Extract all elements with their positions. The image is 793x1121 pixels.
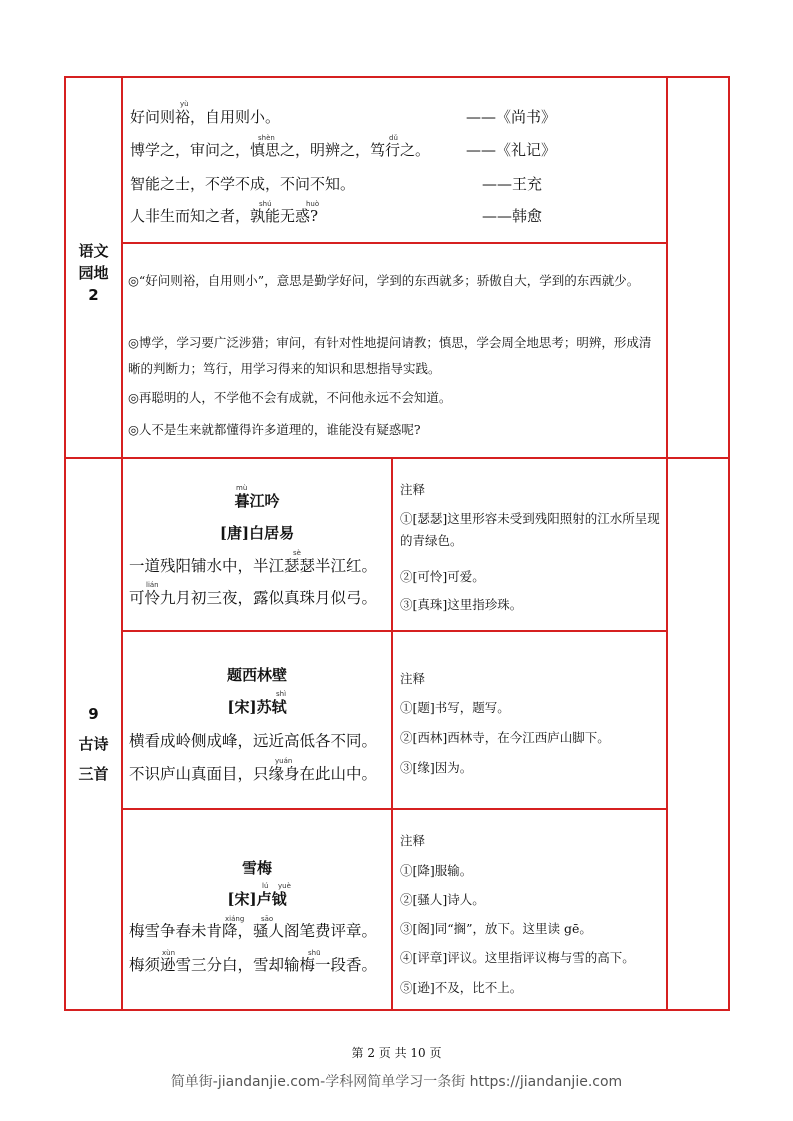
- poem-1-notes-heading: 注释: [400, 482, 426, 497]
- pinyin-se: sè: [293, 549, 301, 557]
- pinyin-mu: mù: [236, 484, 248, 492]
- pinyin-yue: yuè: [278, 882, 291, 890]
- poem-2-note-1: ①[题]书写，题写。: [400, 700, 510, 715]
- poem-3-notes-heading: 注释: [400, 833, 426, 848]
- explanation-2: ◎博学，学习要广泛涉猎；审问，有针对性地提问请教；慎思，学会周全地思考；明辨，形成清晰的判断力；笃行，用学习得来的知识和思想指导实践。: [128, 335, 652, 376]
- quote-1: 好问则裕，自用则小。: [130, 108, 281, 126]
- poem-3-line-2: 梅须逊雪三分白，雪却输梅一段香。: [129, 956, 378, 974]
- poem-2-line-1: 横看成岭侧成峰，远近高低各不同。: [129, 732, 378, 750]
- quote-source-1: ——《尚书》: [466, 108, 557, 126]
- poem-1-note-3: ③[真珠]这里指珍珠。: [400, 597, 523, 612]
- pinyin-xun: xùn: [162, 949, 176, 957]
- pinyin-sao: sāo: [261, 915, 274, 923]
- pinyin-yuan: yuán: [275, 757, 293, 765]
- pinyin-shu: shú: [259, 200, 272, 208]
- poem-2-notes-heading: 注释: [400, 671, 426, 686]
- unit-label-yuwen: 语文 园地 2: [78, 242, 109, 304]
- quote-source-4: ——韩愈: [482, 207, 543, 225]
- notes-divider: [391, 457, 393, 1011]
- quote-2: 博学之，审问之，慎思之，明辨之，笃行之。: [130, 141, 431, 159]
- explanation-4: ◎人不是生来就都懂得许多道理的，谁能没有疑惑呢?: [128, 422, 421, 437]
- pinyin-shen: shèn: [258, 134, 275, 142]
- pinyin-lian: lián: [146, 581, 159, 589]
- quote-source-2: ——《礼记》: [466, 141, 557, 159]
- poem-3-note-2: ②[骚人]诗人。: [400, 892, 485, 907]
- quote-3: 智能之士，不学不成，不问不知。: [130, 175, 356, 193]
- poem-3-note-3: ③[阁]同“搁”，放下。这里读 gē。: [400, 921, 592, 936]
- quote-source-3: ——王充: [482, 175, 543, 193]
- poem-1-note-2: ②[可怜]可爱。: [400, 569, 485, 584]
- pinyin-yu: yù: [180, 100, 189, 108]
- pinyin-xiang: xiáng: [225, 915, 245, 923]
- poem-2-note-3: ③[缘]因为。: [400, 760, 473, 775]
- poem-author-1: [唐]白居易: [219, 524, 295, 542]
- pinyin-shu-2: shū: [308, 949, 321, 957]
- watermark: 简单街-jiandanjie.com-学科网简单学习一条街 https://jiandanjie.com: [170, 1074, 623, 1090]
- page-number: 第 2 页 共 10 页: [351, 1046, 442, 1060]
- row-divider-quotes: [121, 242, 668, 244]
- row-divider-poem2: [121, 808, 668, 810]
- poem-1-line-2: 可怜九月初三夜，露似真珠月似弓。: [129, 589, 378, 607]
- poem-author-2: [宋]苏轼: [227, 698, 287, 716]
- section-divider: [64, 457, 730, 459]
- unit-label-gushi: 9 古诗 三首: [78, 705, 109, 783]
- pinyin-du: dǔ: [389, 134, 398, 142]
- poem-2-line-2: 不识庐山真面目，只缘身在此山中。: [129, 765, 378, 783]
- poem-3-line-1: 梅雪争春未肯降，骚人阁笔费评章。: [129, 922, 378, 940]
- poem-title-1: 暮江吟: [234, 492, 280, 510]
- pinyin-huo: huò: [306, 200, 320, 208]
- poem-1-line-1: 一道残阳铺水中，半江瑟瑟半江红。: [129, 557, 378, 575]
- poem-2-note-2: ②[西林]西林寺，在今江西庐山脚下。: [400, 730, 610, 745]
- explanation-1: ◎“好问则裕，自用则小”，意思是勤学好问，学到的东西就多；骄傲自大，学到的东西就少。: [128, 273, 640, 288]
- pinyin-shi: shì: [276, 690, 287, 698]
- poem-3-note-5: ⑤[逊]不及，比不上。: [400, 980, 523, 995]
- poem-title-2: 题西林壁: [226, 666, 287, 684]
- poem-3-note-4: ④[评章]评议。这里指评议梅与雪的高下。: [400, 950, 635, 965]
- row-divider-poem1: [121, 630, 668, 632]
- pinyin-lu: lú: [262, 882, 269, 890]
- poem-3-note-1: ①[降]服输。: [400, 863, 473, 878]
- poem-1-note-1: ①[瑟瑟]这里形容未受到残阳照射的江水所呈现的青绿色。: [400, 511, 660, 548]
- quote-4: 人非生而知之者，孰能无惑?: [130, 207, 319, 225]
- right-column-divider: [666, 76, 668, 1011]
- explanation-3: ◎再聪明的人，不学他不会有成就，不问他永远不会知道。: [128, 390, 452, 405]
- poem-author-3: [宋]卢钺: [227, 890, 287, 908]
- poem-title-3: 雪梅: [241, 859, 272, 877]
